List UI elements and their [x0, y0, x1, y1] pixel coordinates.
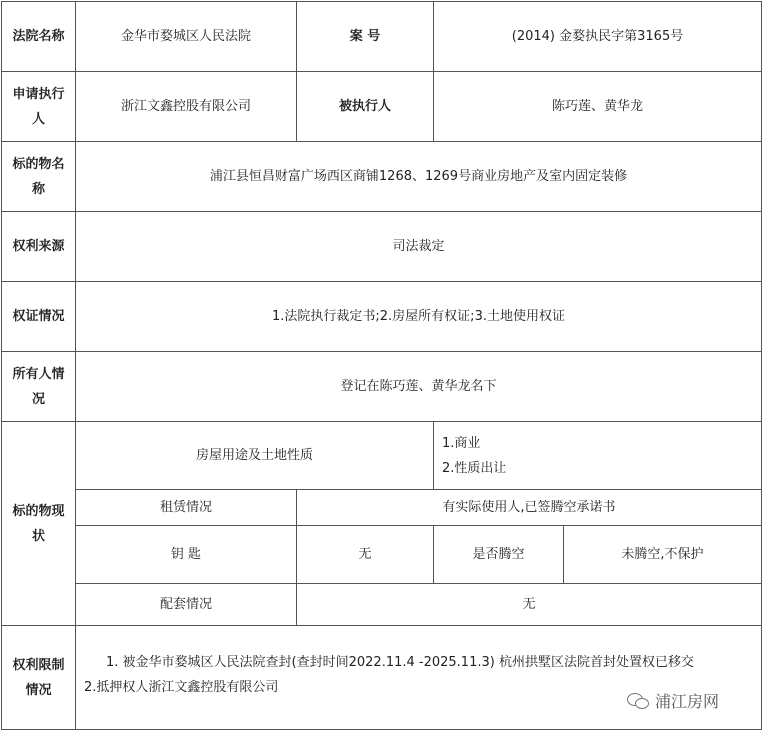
row-applicant [2, 72, 762, 142]
subject-label: 标的物名称 [2, 142, 76, 212]
respondent-label: 被执行人 [297, 72, 434, 142]
court-value: 金华市婺城区人民法院 [76, 2, 297, 72]
facility-label: 配套情况 [76, 584, 297, 626]
row-key [2, 526, 762, 584]
row-certificate [2, 282, 762, 352]
owner-value: 登记在陈巧莲、黄华龙名下 [76, 352, 762, 422]
row-lease [2, 490, 762, 526]
key-label: 钥 匙 [76, 526, 297, 584]
facility-value: 无 [297, 584, 762, 626]
usage-value-1: 1.商业 [442, 435, 481, 451]
row-restriction [2, 626, 762, 730]
row-facility [2, 584, 762, 626]
certificate-label: 权证情况 [2, 282, 76, 352]
applicant-value: 浙江文鑫控股有限公司 [76, 72, 297, 142]
case-number-label: 案 号 [297, 2, 434, 72]
row-source [2, 212, 762, 282]
subject-value: 浦江县恒昌财富广场西区商铺1268、1269号商业房地产及室内固定装修 [76, 142, 762, 212]
row-owner [2, 352, 762, 422]
row-court [2, 2, 762, 72]
vacate-value: 未腾空,不保护 [564, 526, 762, 584]
applicant-label: 申请执行人 [2, 72, 76, 142]
row-usage [2, 422, 762, 490]
respondent-value: 陈巧莲、黄华龙 [434, 72, 762, 142]
source-value: 司法裁定 [76, 212, 762, 282]
restriction-line-2: 2.抵押权人浙江文鑫控股有限公司 [84, 680, 279, 695]
auction-info-table [1, 1, 762, 730]
vacate-label: 是否腾空 [434, 526, 564, 584]
key-value: 无 [297, 526, 434, 584]
watermark-text: 浦江房网 [655, 691, 720, 711]
certificate-value: 1.法院执行裁定书;2.房屋所有权证;3.土地使用权证 [76, 282, 762, 352]
owner-label: 所有人情况 [2, 352, 76, 422]
lease-value: 有实际使用人,已签腾空承诺书 [297, 490, 762, 526]
restriction-label: 权利限制情况 [2, 626, 76, 730]
restriction-line-1: 1. 被金华市婺城区人民法院查封(查封时间2022.11.4 -2025.11.3) 杭州拱墅区法院首封处置权已移交 [106, 655, 694, 670]
status-label: 标的物现状 [2, 422, 76, 626]
court-label: 法院名称 [2, 2, 76, 72]
usage-label: 房屋用途及土地性质 [76, 422, 434, 490]
lease-label: 租赁情况 [76, 490, 297, 526]
restriction-value [76, 626, 762, 730]
watermark [627, 688, 719, 712]
row-subject [2, 142, 762, 212]
case-number-value: (2014) 金婺执民字第3165号 [434, 2, 762, 72]
usage-values [434, 422, 762, 490]
usage-value-2: 2.性质出让 [442, 460, 507, 476]
source-label: 权利来源 [2, 212, 76, 282]
wechat-icon [627, 691, 649, 709]
